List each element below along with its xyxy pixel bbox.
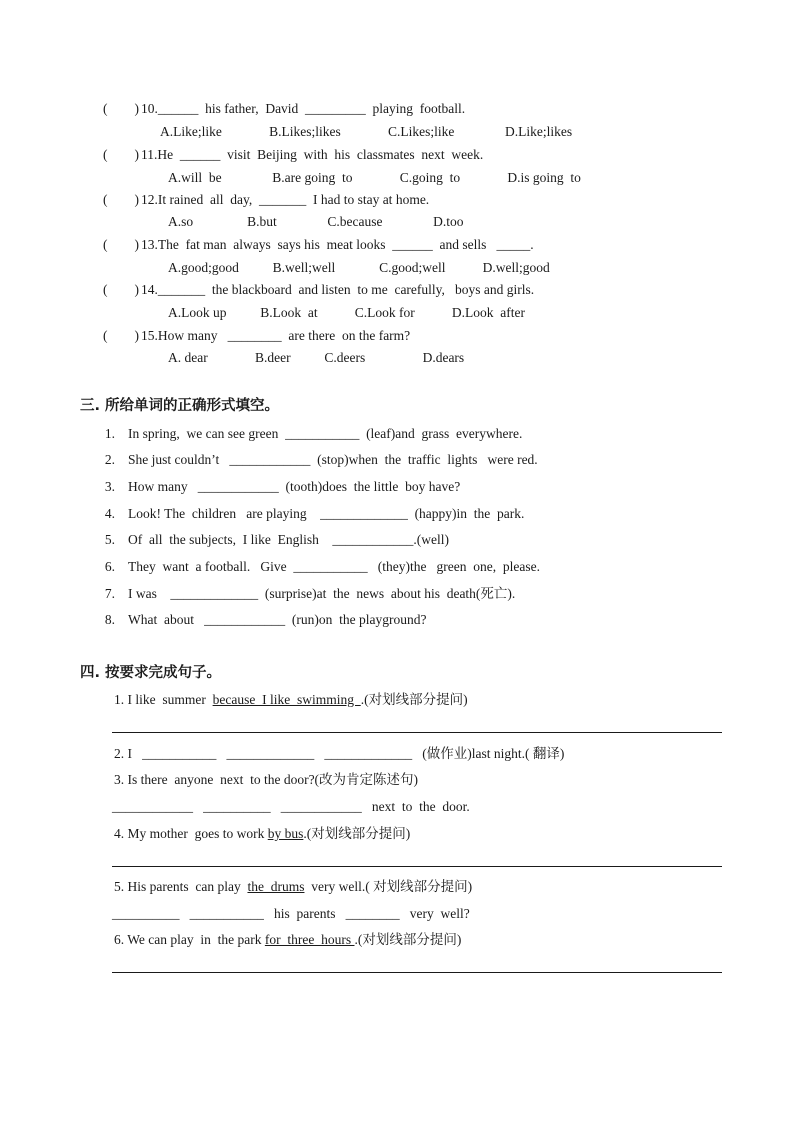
item-number: 8. <box>104 612 115 627</box>
question-2[interactable]: 2. I ___________ _____________ _____________ (做作业)last night.( 翻译) <box>114 746 565 761</box>
question-instruction: .(对划线部分提问) <box>354 932 462 947</box>
question-stem: 10.______ his father, David _________ playing football. <box>141 101 466 116</box>
question-options: A. dear B.deer C.deers D.dears <box>168 350 465 365</box>
underlined-phrase: by bus <box>267 826 304 841</box>
question-5-answer[interactable]: __________ ___________ his parents ________ very well? <box>112 906 470 921</box>
item-number: 6. <box>104 559 115 574</box>
question-options: A.will be B.are going to C.going to D.is going to <box>168 170 581 185</box>
question-options: A.Look up B.Look at C.Look for D.Look after <box>168 305 525 320</box>
question-stem: 12.It rained all day, _______ I had to stay at home. <box>141 192 430 207</box>
answer-parentheses[interactable]: ( ) <box>103 237 139 252</box>
question-stem: 13.The fat man always says his meat looks ______ and sells _____. <box>141 237 534 252</box>
underlined-phrase: because I like swimming <box>212 692 361 707</box>
answer-line[interactable] <box>112 732 722 733</box>
underlined-phrase: for three hours <box>264 932 355 947</box>
item-number: 7. <box>104 586 115 601</box>
question-3-answer[interactable]: ____________ __________ ____________ next to the door. <box>112 799 470 814</box>
question-instruction: very well.( 对划线部分提问) <box>304 879 473 894</box>
section-title: 三. 所给单词的正确形式填空。 <box>80 398 280 414</box>
fill-in-item[interactable]: Of all the subjects, I like English ____________.(well) <box>128 532 449 547</box>
answer-line[interactable] <box>112 972 722 973</box>
item-number: 3. <box>104 479 115 494</box>
fill-in-item[interactable]: They want a football. Give ___________ (they)the green one, please. <box>128 559 541 574</box>
fill-in-item[interactable]: What about ____________ (run)on the playground? <box>128 612 427 627</box>
question-instruction: .(对划线部分提问) <box>360 692 468 707</box>
question-options: A.Like;like B.Likes;likes C.Likes;like D.Like;likes <box>160 124 573 139</box>
question-stem: 11.He ______ visit Beijing with his classmates next week. <box>141 147 484 162</box>
item-number: 4. <box>104 506 115 521</box>
question-text: 6. We can play in the park <box>114 932 265 947</box>
answer-parentheses[interactable]: ( ) <box>103 147 139 162</box>
item-number: 5. <box>104 532 115 547</box>
answer-parentheses[interactable]: ( ) <box>103 101 139 116</box>
question-6 <box>114 931 461 949</box>
item-number: 2. <box>104 452 115 467</box>
fill-in-item[interactable]: Look! The children are playing _____________ (happy)in the park. <box>128 506 525 521</box>
fill-in-item[interactable]: She just couldn’t ____________ (stop)when the traffic lights were red. <box>128 452 538 467</box>
question-3: 3. Is there anyone next to the door?(改为肯定陈述句) <box>114 772 419 787</box>
question-1 <box>114 691 468 709</box>
question-options: A.good;good B.well;well C.good;well D.well;good <box>168 260 550 275</box>
question-5 <box>114 878 472 896</box>
question-instruction: .(对划线部分提问) <box>303 826 411 841</box>
question-text: 1. I like summer <box>114 692 213 707</box>
question-text: 4. My mother goes to work <box>114 826 268 841</box>
question-stem: 14._______ the blackboard and listen to me carefully, boys and girls. <box>141 282 535 297</box>
answer-line[interactable] <box>112 866 722 867</box>
section-title: 四. 按要求完成句子。 <box>80 665 222 681</box>
fill-in-item[interactable]: I was _____________ (surprise)at the news about his death(死亡). <box>128 586 516 601</box>
answer-parentheses[interactable]: ( ) <box>103 328 139 343</box>
question-4 <box>114 825 410 843</box>
answer-parentheses[interactable]: ( ) <box>103 282 139 297</box>
fill-in-item[interactable]: In spring, we can see green ___________ (leaf)and grass everywhere. <box>128 426 523 441</box>
item-number: 1. <box>104 426 115 441</box>
question-text: 5. His parents can play <box>114 879 248 894</box>
answer-parentheses[interactable]: ( ) <box>103 192 139 207</box>
fill-in-item[interactable]: How many ____________ (tooth)does the little boy have? <box>128 479 461 494</box>
question-stem: 15.How many ________ are there on the farm? <box>141 328 411 343</box>
question-options: A.so B.but C.because D.too <box>168 214 464 229</box>
underlined-phrase: the drums <box>247 879 305 894</box>
